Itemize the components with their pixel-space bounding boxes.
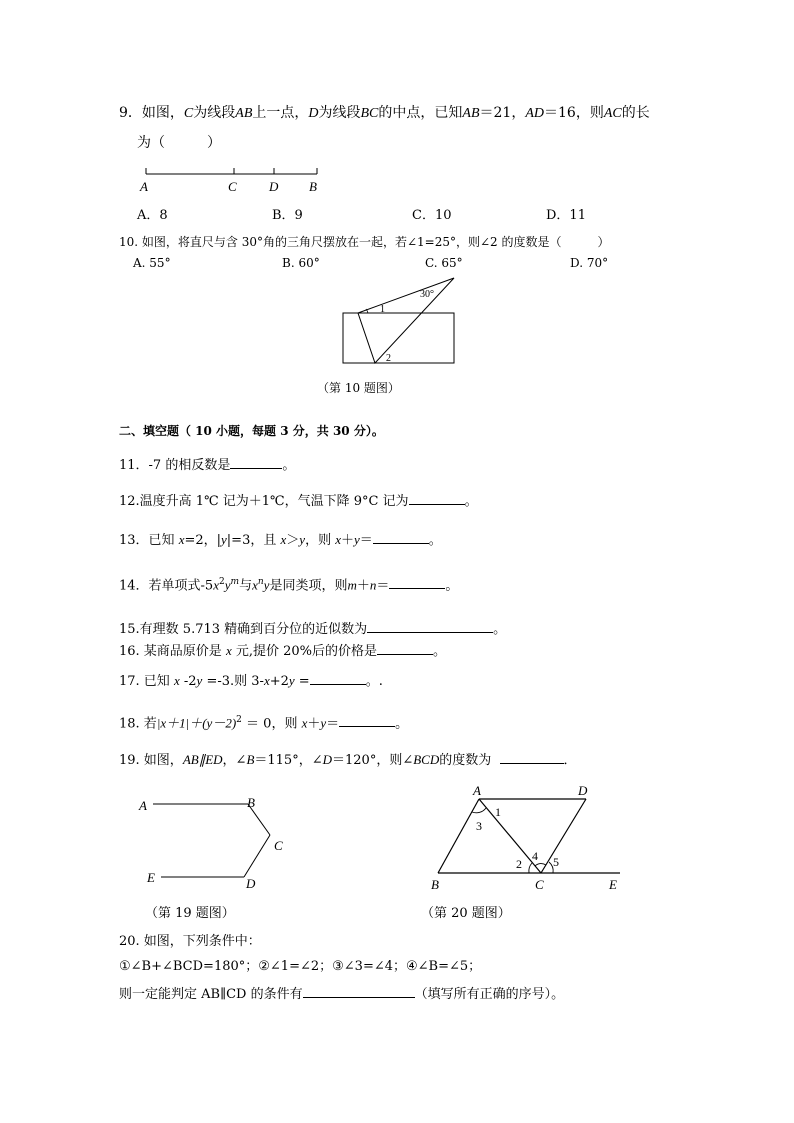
label-b: B — [247, 795, 255, 810]
q9-option-a[interactable]: A．8 — [137, 208, 168, 223]
q19-caption: （第 19 题图） — [145, 906, 235, 921]
label-c: C — [274, 838, 283, 853]
line-cd — [541, 799, 586, 873]
q12: 12.温度升高 1℃ 记为＋1℃，气温下降 9°C 记为 。 — [119, 494, 478, 509]
q10-option-d[interactable]: D. 70° — [570, 256, 609, 270]
q13-answer-blank[interactable] — [373, 531, 429, 544]
q13: 13．已知 x=2，|y|=3，且 x＞y，则 x＋y＝ 。 — [119, 532, 442, 548]
label-b: B — [309, 179, 317, 194]
label-b: B — [431, 877, 439, 892]
angle-arc-4 — [535, 864, 546, 866]
q20-conditions: ①∠B+∠BCD=180°；②∠1=∠2；③∠3=∠4；④∠B=∠5； — [119, 959, 482, 974]
label-d: D — [269, 179, 279, 194]
label-c: C — [535, 877, 544, 892]
q14: 14．若单项式$-5x^2y^m$与$x^ny$是同类项，则m＋n＝ 。 — [119, 577, 459, 594]
label-a: A — [139, 798, 147, 813]
q20-question: 则一定能判定 AB∥CD 的条件有 （填写所有正确的序号）。 — [119, 987, 565, 1002]
q17-answer-blank[interactable] — [310, 672, 366, 685]
label-3: 3 — [476, 819, 482, 833]
q9-stem: 9．如图，C为线段AB上一点，D为线段BC的中点，已知AB＝21，AD＝16，则AC的长 — [119, 105, 650, 121]
label-c: C — [228, 179, 237, 194]
label-d: D — [578, 783, 588, 798]
q9-stem-line2: 为（ ） — [137, 135, 221, 151]
q20-stem: 20. 如图，下列条件中： — [119, 934, 261, 949]
label-a: A — [140, 179, 148, 194]
label-4: 4 — [532, 849, 538, 863]
q10-option-a[interactable]: A. 55° — [133, 256, 171, 270]
q18: 18. 若$|x+1|+(y-2)^2 = 0$，则 x＋y＝ 。 — [119, 715, 409, 732]
q15-answer-blank[interactable] — [367, 620, 493, 633]
angle-30-label: 30° — [420, 289, 434, 300]
label-1: 1 — [495, 805, 501, 819]
label-2: 2 — [516, 857, 522, 871]
q10-caption: （第 10 题图） — [317, 381, 400, 395]
label-e: E — [147, 870, 155, 885]
q19-answer-blank[interactable] — [500, 751, 564, 764]
q20-caption: （第 20 题图） — [421, 906, 511, 921]
q11: 11．-7 的相反数是 。 — [119, 458, 296, 473]
q19-figure — [136, 790, 296, 895]
q9-option-c[interactable]: C．10 — [412, 208, 452, 223]
q10-option-b[interactable]: B. 60° — [282, 256, 320, 270]
triangle — [358, 278, 454, 363]
q9-option-b[interactable]: B．9 — [272, 208, 303, 223]
q20-answer-blank[interactable] — [303, 985, 415, 998]
angle-2-label: 2 — [386, 353, 391, 364]
line-cd — [244, 835, 270, 877]
q17: 17. 已知 x -2y =-3.则 3-x+2y = 。. — [119, 673, 383, 689]
line-ab — [438, 799, 479, 873]
q9-line-segment-figure — [140, 160, 340, 200]
q10-ruler-triangle-figure — [340, 275, 460, 370]
label-d: D — [246, 876, 256, 891]
section-2-heading: 二、填空题（ 10 小题，每题 3 分，共 30 分）。 — [119, 424, 384, 438]
q10-option-c[interactable]: C. 65° — [425, 256, 463, 270]
angle-arc-2 — [529, 863, 532, 873]
label-5: 5 — [553, 855, 559, 869]
q19: 19. 如图，AB∥ED，∠B＝115°，∠D＝120°，则∠BCD的度数为 ． — [119, 752, 577, 768]
q15: 15.有理数 5.713 精确到百分位的近似数为 。 — [119, 622, 507, 637]
label-a: A — [473, 783, 481, 798]
label-e: E — [609, 877, 617, 892]
q9-option-d[interactable]: D．11 — [546, 208, 586, 223]
q18-answer-blank[interactable] — [339, 714, 395, 727]
angle-1-label: 1 — [380, 304, 385, 315]
q12-answer-blank[interactable] — [409, 492, 465, 505]
q11-answer-blank[interactable] — [230, 456, 282, 469]
q20-figure — [428, 780, 628, 895]
q16: 16. 某商品原价是 x 元,提价 20%后的价格是 。 — [119, 643, 447, 659]
q10-stem: 10. 如图，将直尺与含 30°角的三角尺摆放在一起，若∠1=25°，则∠2 的度数是（ ） — [119, 235, 610, 249]
q14-answer-blank[interactable] — [389, 576, 445, 589]
q16-answer-blank[interactable] — [377, 642, 433, 655]
